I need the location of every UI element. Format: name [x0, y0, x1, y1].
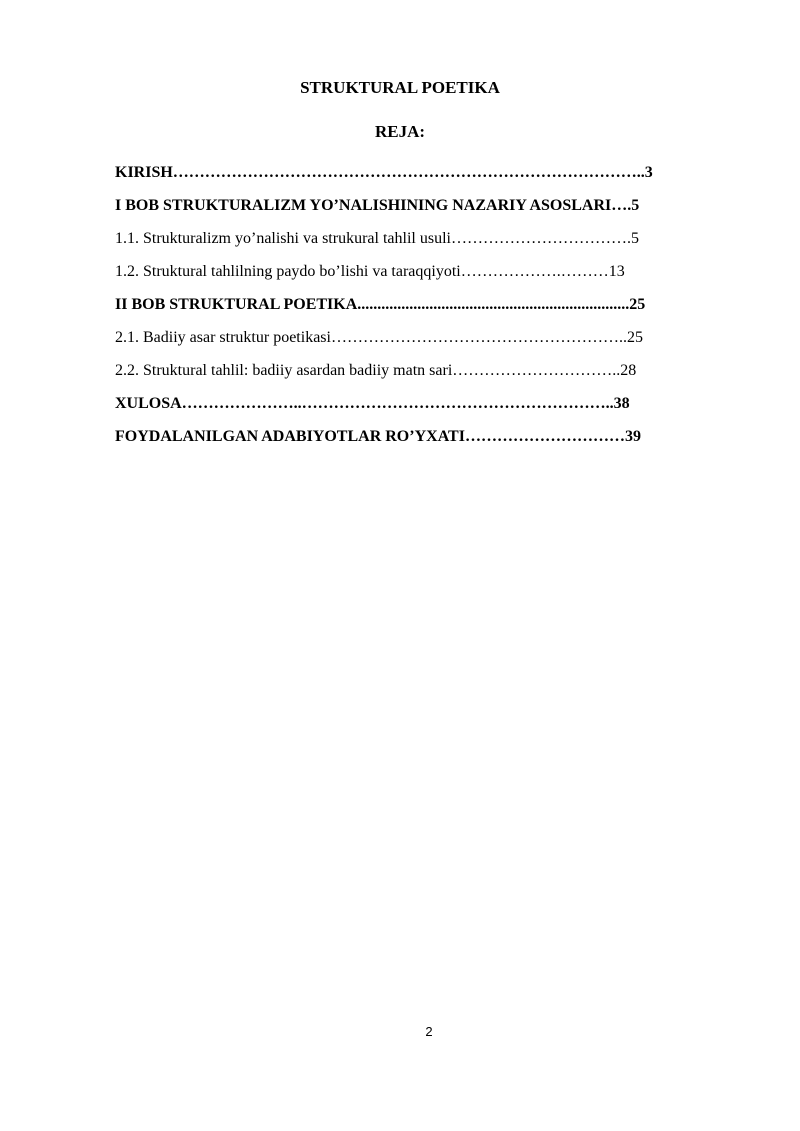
- page-number: 2: [425, 1024, 433, 1039]
- toc-entry-section-1-2: 1.2. Struktural tahlilning paydo bo’lishi va taraqqiyoti……………….………13: [115, 263, 625, 280]
- toc-entry-chapter-2: II BOB STRUKTURAL POETIKA....................................................................25: [115, 296, 646, 313]
- toc-entry-section-2-2: 2.2. Struktural tahlil: badiiy asardan badiiy matn sari…………………………..28: [115, 362, 637, 379]
- toc-entry-xulosa: XULOSA…………………..…………………………………………………..38: [115, 395, 630, 412]
- document-title: STRUKTURAL POETIKA: [300, 78, 500, 97]
- toc-entry-kirish: KIRISH……………………………………………………………………………..3: [115, 164, 653, 181]
- document-subtitle: REJA:: [374, 122, 426, 141]
- table-of-contents: [115, 162, 755, 459]
- toc-entry-section-2-1: 2.1. Badiiy asar struktur poetikasi………………………………………………..25: [115, 329, 643, 346]
- toc-entry-chapter-1: I BOB STRUKTURALIZM YO’NALISHINING NAZARIY ASOSLARI….5: [115, 197, 640, 214]
- toc-entry-references: FOYDALANILGAN ADABIYOTLAR RO’YXATI…………………………39: [115, 428, 641, 445]
- toc-entry-section-1-1: 1.1. Strukturalizm yo’nalishi va strukural tahlil usuli…………………………….5: [115, 230, 639, 247]
